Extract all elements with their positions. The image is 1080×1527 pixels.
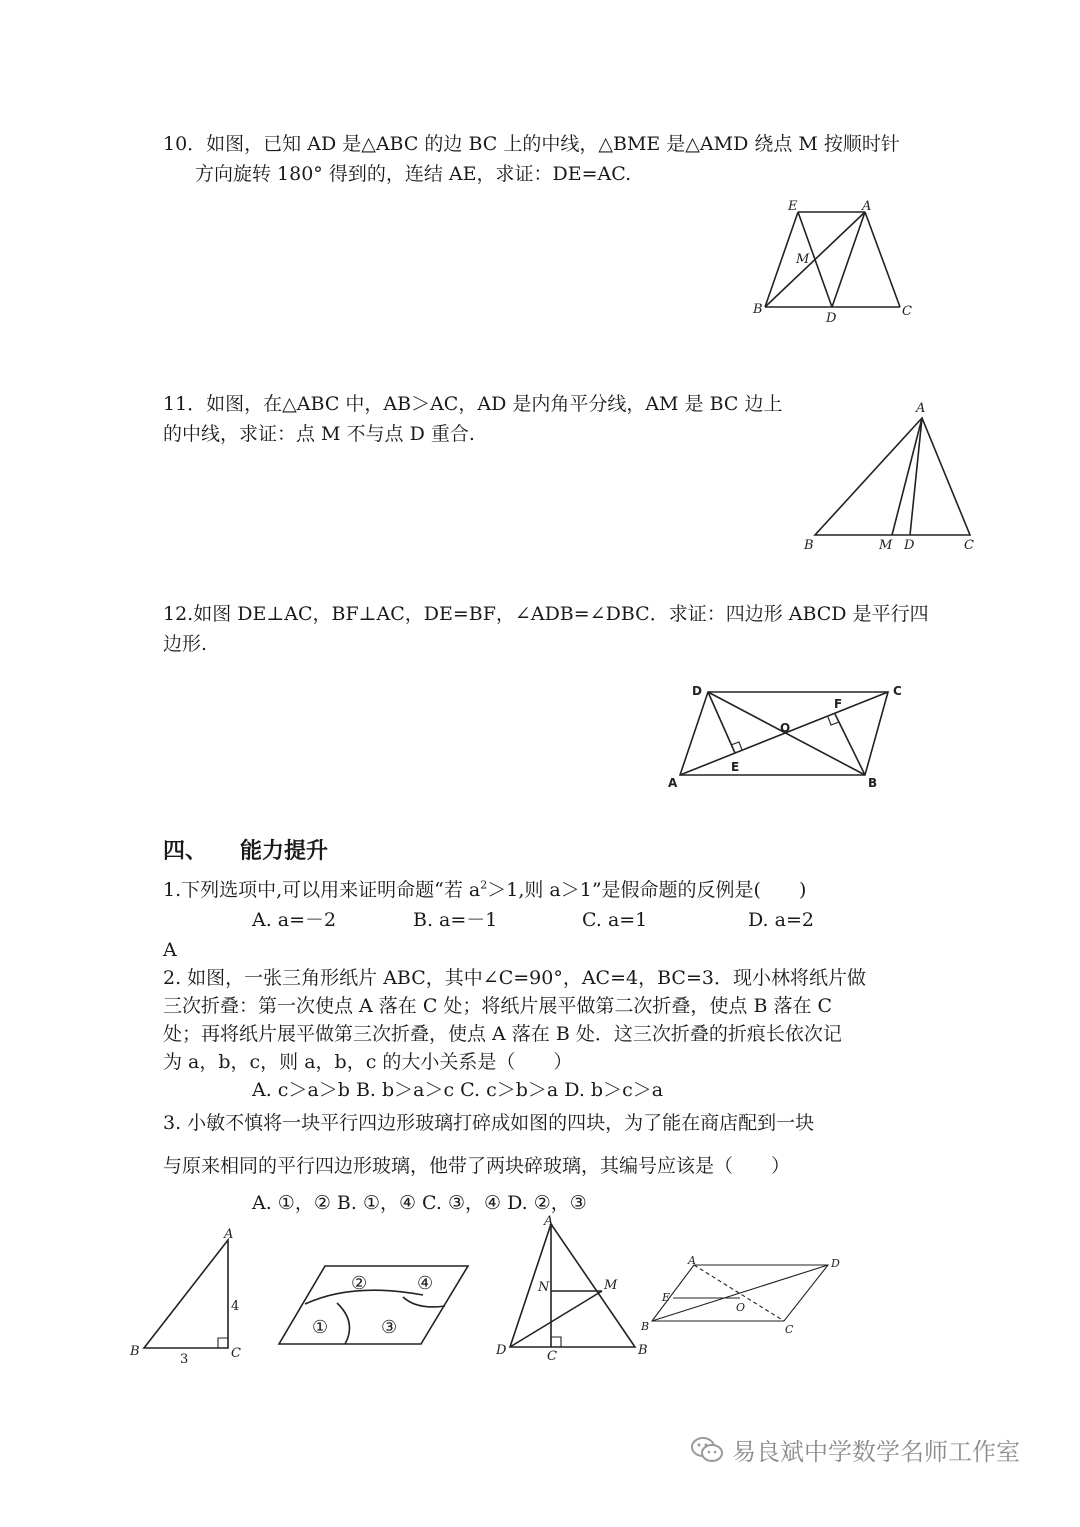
q12-label-f: F — [834, 697, 843, 711]
fig-tri-label-b: B — [130, 1344, 140, 1359]
q10-seg-ac — [865, 212, 900, 307]
fig-nm-label-d: D — [496, 1343, 507, 1358]
watermark — [690, 1432, 1020, 1467]
p1-sup: 2 — [480, 878, 488, 892]
p2-line4: 为 a，b，c，则 a，b，c 的大小关系是（ ） — [163, 1051, 573, 1073]
fig-nm-dm — [510, 1291, 602, 1347]
fig-nm — [490, 1212, 655, 1364]
fig-glass-outline — [279, 1266, 468, 1344]
fig-tri-right-angle — [218, 1338, 228, 1348]
fig-glass-piece-3: ③ — [381, 1317, 398, 1338]
fig-nm-label-n: N — [538, 1280, 550, 1295]
q12-label-a: A — [668, 776, 678, 790]
q12-seg-de — [708, 692, 735, 753]
q11-bisector-ad — [910, 418, 922, 535]
fig-glass-piece-1: ① — [312, 1317, 329, 1338]
q11-figure — [800, 398, 985, 553]
fig-nm-label-c: C — [547, 1349, 557, 1364]
fig-glass-arc-right — [403, 1297, 445, 1307]
q11-label-d: D — [904, 538, 915, 553]
q11-label-b: B — [804, 538, 814, 553]
fig-tri-label-a: A — [224, 1227, 234, 1242]
watermark-text: 易良斌中学数学名师工作室 — [732, 1438, 1020, 1466]
q10-label-c: C — [902, 304, 912, 319]
p2-line2: 三次折叠：第一次使点 A 落在 C 处；将纸片展平做第二次折叠，使点 B 落在 C — [163, 995, 833, 1017]
wechat-icon — [690, 1436, 724, 1464]
fig-tri-side-ac: 4 — [231, 1299, 240, 1314]
fig-para-label-o: O — [736, 1301, 746, 1314]
q10-line2: 方向旋转 180° 得到的，连结 AE，求证：DE=AC. — [195, 163, 632, 185]
q11-line2: 的中线，求证：点 M 不与点 D 重合. — [163, 423, 475, 445]
p3-line1: 3. 小敏不慎将一块平行四边形玻璃打碎成如图的四块，为了能在商店配到一块 — [163, 1112, 815, 1134]
p1-stem-before: 1.下列选项中,可以用来证明命题“若 a — [163, 879, 481, 901]
fig-glass-piece-2: ② — [351, 1273, 368, 1294]
section4-number: 四、 — [163, 839, 208, 864]
fig-para — [640, 1255, 850, 1345]
q10-seg-eb — [765, 212, 798, 307]
q12-line1: 12.如图 DE⊥AC，BF⊥AC，DE=BF，∠ADB=∠DBC．求证：四边形 ABCD 是平行四 — [163, 603, 929, 625]
q12-seg-bf — [835, 714, 865, 775]
fig-nm-label-a: A — [544, 1214, 554, 1229]
fig-glass-piece-4: ④ — [417, 1273, 434, 1294]
q10-line1: 10．如图，已知 AD 是△ABC 的边 BC 上的中线，△BME 是△AMD 绕点 M 按顺时针 — [163, 133, 900, 155]
fig-para-label-e: E — [662, 1291, 671, 1304]
fig-nm-label-b: B — [638, 1343, 648, 1358]
p3-line2: 与原来相同的平行四边形玻璃，他带了两块碎玻璃，其编号应该是（ ） — [163, 1155, 791, 1177]
q12-label-e: E — [731, 760, 740, 774]
section4-title: 能力提升 — [240, 839, 329, 864]
p1-option-d: D. a=2 — [748, 909, 814, 931]
q11-label-m: M — [879, 538, 893, 553]
p2-options: A. c＞a＞b B. b＞a＞c C. c＞b＞a D. b＞c＞a — [252, 1079, 664, 1101]
q10-label-e: E — [788, 199, 798, 214]
p1-stem-after: ＞1,则 a＞1”是假命题的反例是( ) — [487, 879, 807, 901]
fig-para-label-c: C — [785, 1323, 794, 1336]
fig-tri-side-bc: 3 — [180, 1352, 189, 1367]
p1-option-c: C. a=1 — [582, 909, 648, 931]
fig-glass-arc-left — [337, 1303, 350, 1344]
fig-para-label-d: D — [831, 1257, 840, 1270]
fig-nm-right-angle — [551, 1337, 561, 1347]
fig-tri-label-c: C — [231, 1346, 241, 1361]
p2-line1: 2. 如图，一张三角形纸片 ABC，其中∠C=90°，AC=4，BC=3．现小林将纸片做 — [163, 967, 866, 989]
fig-tri-outline — [144, 1240, 228, 1348]
p3-options: A. ①，② B. ①，④ C. ③，④ D. ②，③ — [252, 1192, 587, 1214]
fig-para-label-b: B — [641, 1320, 650, 1333]
q10-seg-ad — [832, 212, 865, 307]
q12-label-d: D — [692, 684, 702, 698]
q11-label-a: A — [916, 401, 926, 416]
q10-figure — [750, 195, 930, 325]
p2-line3: 处；再将纸片展平做第三次折叠，使点 A 落在 B 处．这三次折叠的折痕长依次记 — [163, 1023, 842, 1045]
p1-option-a: A. a=－2 — [252, 909, 337, 931]
fig-para-label-a: A — [688, 1254, 696, 1267]
q10-label-m: M — [796, 252, 810, 267]
fig-nm-label-m: M — [604, 1278, 618, 1293]
q10-label-b: B — [753, 302, 763, 317]
fig-right-triangle — [128, 1228, 258, 1368]
q12-label-b: B — [868, 776, 878, 790]
q11-line1: 11．如图，在△ABC 中，AB＞AC，AD 是内角平分线，AM 是 BC 边上 — [163, 393, 783, 415]
p1-stem — [163, 877, 806, 903]
q12-label-o: O — [780, 721, 791, 735]
p1-option-b: B. a=－1 — [413, 909, 498, 931]
q10-label-a: A — [862, 199, 872, 214]
q10-label-d: D — [826, 311, 837, 326]
q11-triangle — [815, 418, 970, 535]
q12-label-c: C — [893, 684, 902, 698]
fig-glass — [275, 1262, 475, 1352]
q12-figure — [660, 680, 920, 795]
q11-label-c: C — [964, 538, 974, 553]
p1-answer: A — [163, 939, 177, 961]
q12-line2: 边形. — [163, 633, 208, 655]
